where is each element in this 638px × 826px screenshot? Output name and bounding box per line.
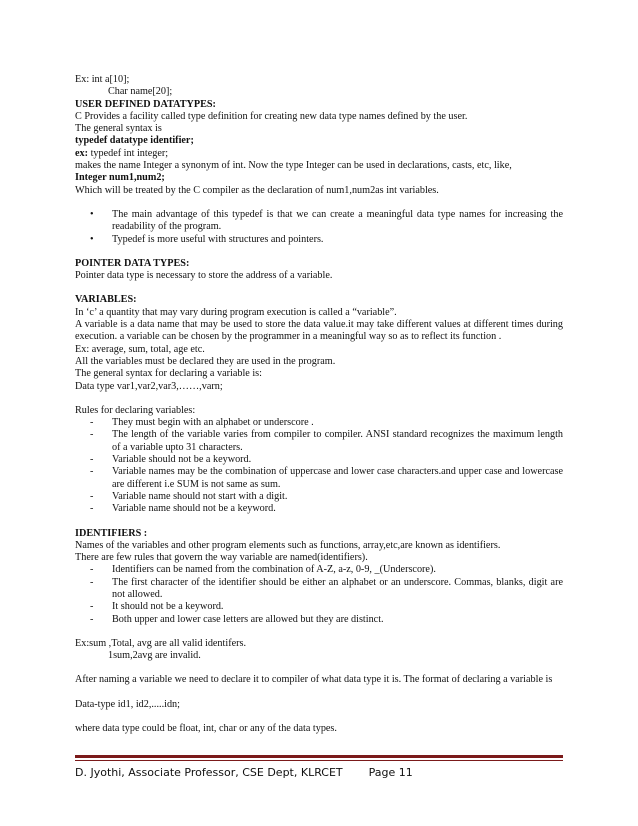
list-item: - Variable name should not start with a digit.	[90, 490, 288, 502]
list-item: - The first character of the identifier should be either an alphabet or an underscore. Commas, blanks, digit are not allowed.	[90, 576, 563, 600]
heading-identifiers: IDENTIFIERS :	[75, 527, 148, 539]
dash-icon: -	[90, 576, 94, 588]
list-item: - It should not be a keyword.	[90, 601, 224, 613]
list-item: - Identifiers can be named from the combination of A-Z, a-z, 0-9, _(Underscore).	[90, 564, 436, 576]
heading-pointer-data-types: POINTER DATA TYPES:	[75, 257, 190, 269]
spacer	[75, 662, 563, 674]
synonym-explanation: makes the name Integer a synonym of int. Now the type Integer can be used in declarations, casts, etc, like,	[75, 160, 512, 172]
page-number: Page 11	[368, 766, 413, 779]
footer-rule-thick	[75, 755, 563, 758]
compiler-treatment: Which will be treated by the C compiler as the declaration of num1,num2as int variables.	[75, 184, 439, 196]
declaration-syntax: Data-type id1, id2,.....idn;	[75, 698, 180, 710]
footer-rule-thin	[75, 760, 563, 761]
list-item: - The length of the variable varies from compiler to compiler. ANSI standard recognizes the maximum length of a variable upto 31 characters.	[90, 429, 563, 453]
spacer	[75, 393, 563, 405]
dash-icon: -	[90, 564, 94, 576]
identifier-rules-intro: There are few rules that govern the way variable are named(identifiers).	[75, 552, 368, 564]
dash-icon: -	[90, 429, 94, 441]
variable-rules-list	[75, 417, 563, 515]
valid-identifier-example: Ex:sum ,Total, avg are all valid identifers.	[75, 637, 247, 649]
example-char-array: Char name[20];	[108, 86, 173, 98]
bullet-icon: •	[90, 233, 94, 245]
list-item: • Typedef is more useful with structures and pointers.	[90, 233, 324, 245]
pointer-description: Pointer data type is necessary to store the address of a variable.	[75, 270, 333, 282]
dash-icon: -	[90, 503, 94, 515]
dash-icon: -	[90, 601, 94, 613]
typedef-syntax: typedef datatype identifier;	[75, 135, 194, 147]
variable-syntax: Data type var1,var2,var3,……,varn;	[75, 380, 223, 392]
spacer	[75, 516, 563, 528]
spacer	[75, 687, 563, 699]
syntax-intro: The general syntax is	[75, 123, 162, 135]
list-item: • The main advantage of this typedef is that we can create a meaningful data type names for increasing the readability of the program.	[90, 208, 563, 233]
spacer	[75, 711, 563, 723]
typedef-example	[75, 148, 563, 160]
udt-description: C Provides a facility called type definition for creating new data type names defined by the user.	[75, 110, 468, 122]
document-body	[75, 74, 563, 735]
variable-definition: In ‘c’ a quantity that may vary during program execution is called a “variable”.	[75, 306, 397, 318]
typedef-example-code: typedef int integer;	[88, 147, 169, 159]
heading-variables: VARIABLES:	[75, 294, 137, 306]
list-item: - They must begin with an alphabet or underscore .	[90, 417, 314, 429]
list-item: - Both upper and lower case letters are allowed but they are distinct.	[90, 613, 384, 625]
dash-icon: -	[90, 466, 94, 478]
data-type-note: where data type could be float, int, char or any of the data types.	[75, 723, 337, 735]
variable-examples: Ex: average, sum, total, age etc.	[75, 343, 205, 355]
spacer	[75, 197, 563, 209]
variable-paragraph: A variable is a data name that may be used to store the data value.it may take different values at different times during execution. a variable can be chosen by the programmer in a meaningful way so as to reflect its function .	[75, 319, 563, 343]
list-item: - Variable should not be a keyword.	[90, 454, 252, 466]
spacer	[75, 626, 563, 638]
spacer	[75, 246, 563, 258]
page-footer	[75, 766, 413, 779]
dash-icon: -	[90, 613, 94, 625]
invalid-identifier-example: 1sum,2avg are invalid.	[108, 650, 201, 662]
list-item: - Variable names may be the combination of uppercase and lower case characters.and upper case and lowercase are different i.e SUM is not same as sum.	[90, 466, 563, 490]
declaration-paragraph: After naming a variable we need to declare it to compiler of what data type it is. The format of declaring a variable is	[75, 674, 553, 686]
spacer	[75, 282, 563, 294]
heading-user-defined-datatypes: USER DEFINED DATATYPES:	[75, 98, 216, 110]
example-label: ex:	[75, 147, 89, 159]
typedef-bullet-list	[75, 209, 563, 246]
identifiers-description: Names of the variables and other program elements such as functions, array,etc,are known as identifiers.	[75, 539, 501, 551]
example-int-array: Ex: int a[10];	[75, 74, 130, 85]
footer-author: D. Jyothi, Associate Professor, CSE Dept, KLRCET	[75, 766, 343, 779]
bullet-icon: •	[90, 208, 94, 220]
identifier-rules-list	[75, 564, 563, 625]
variable-syntax-intro: The general syntax for declaring a variable is:	[75, 368, 262, 380]
list-item: - Variable name should not be a keyword.	[90, 503, 276, 515]
variable-declaration-note: All the variables must be declared they are used in the program.	[75, 355, 336, 367]
variable-rules-title: Rules for declaring variables:	[75, 404, 196, 416]
dash-icon: -	[90, 417, 94, 429]
dash-icon: -	[90, 454, 94, 466]
integer-declaration: Integer num1,num2;	[75, 172, 165, 184]
dash-icon: -	[90, 490, 94, 502]
